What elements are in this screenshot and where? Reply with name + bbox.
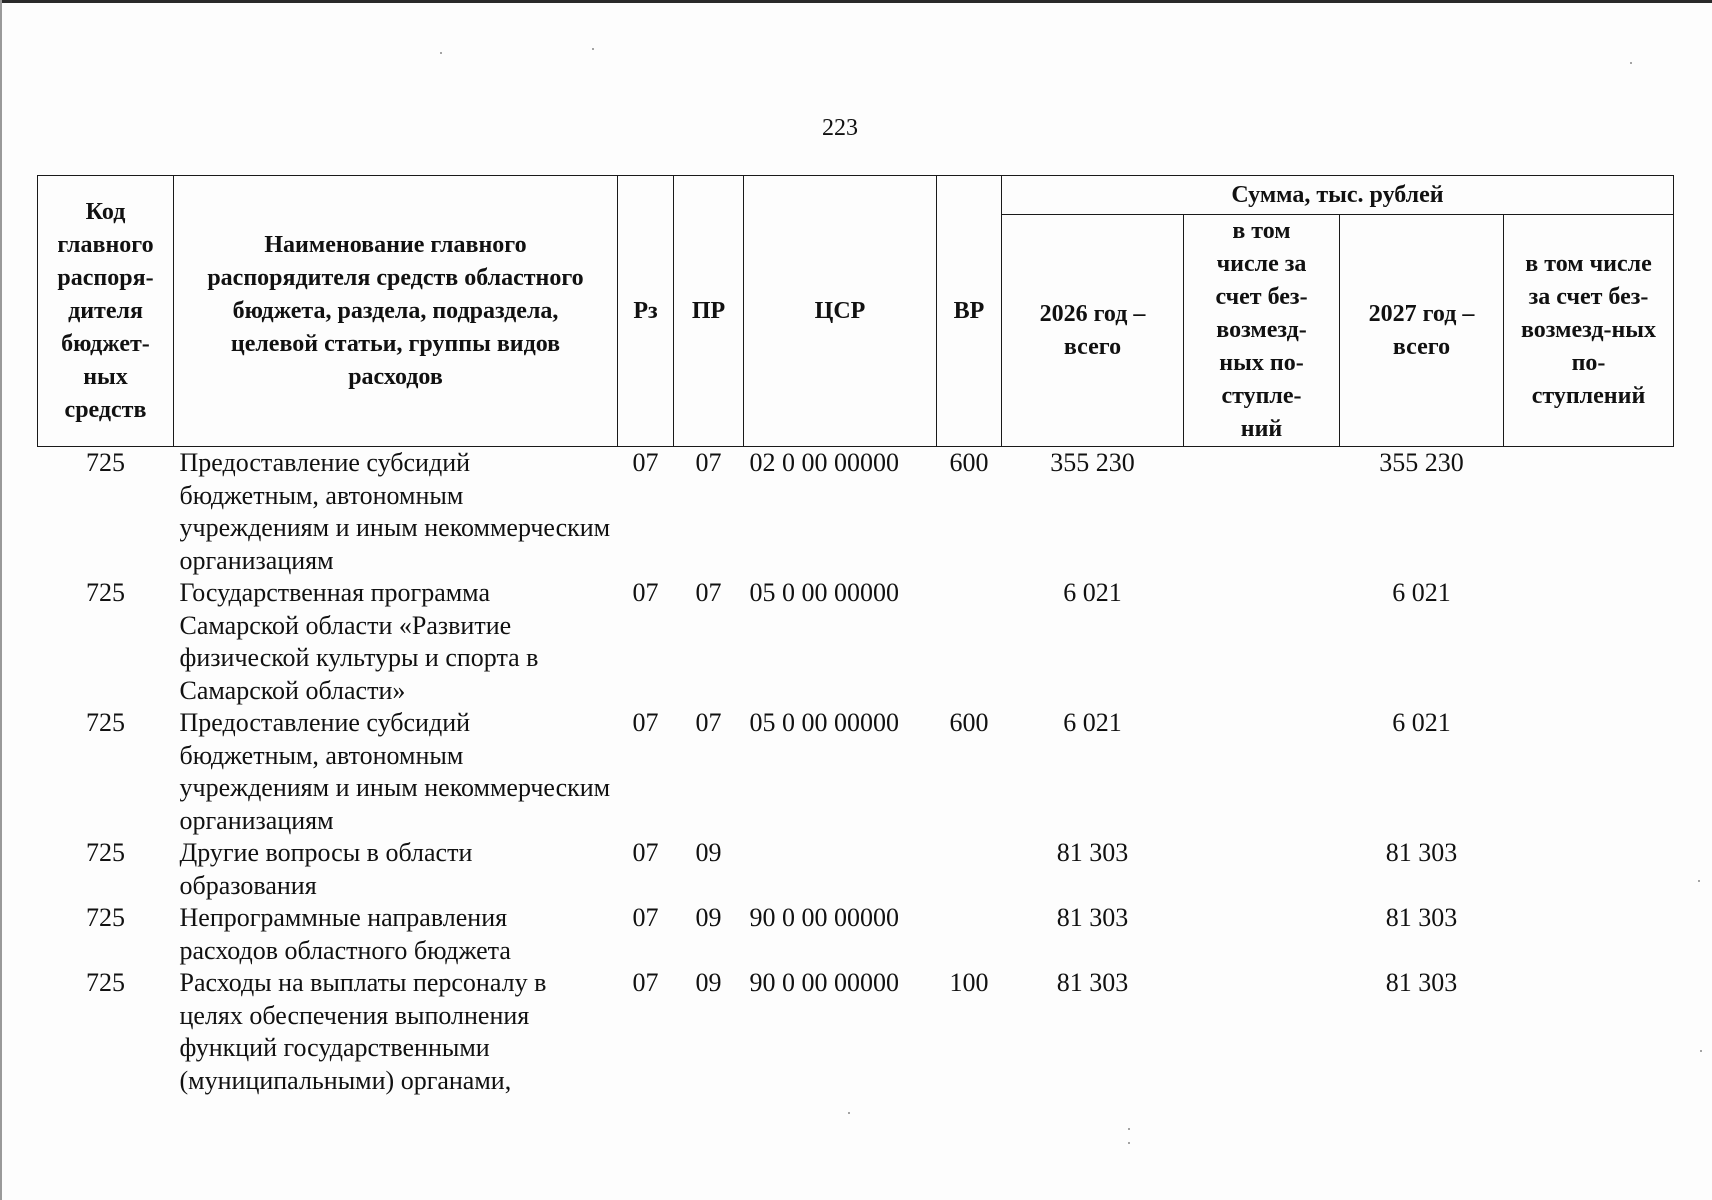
cell-code: 725: [86, 708, 125, 737]
cell-csr: 90 0 00 00000: [749, 903, 899, 932]
cell-csr: 02 0 00 00000: [749, 448, 899, 477]
cell-2027-gratuitous: [1504, 707, 1674, 837]
cell-rz: 07: [632, 708, 659, 737]
cell-code: 725: [86, 968, 125, 997]
cell-code: 725: [86, 903, 125, 932]
cell-name: Предоставление субсидий бюджетным, автономным учреждениям и иным некоммерческим организациям: [179, 448, 611, 575]
cell-2026-total: 355 230: [1050, 448, 1135, 477]
cell-2026-gratuitous: [1184, 902, 1340, 967]
header-rz: Рз: [618, 176, 674, 447]
cell-pr: 07: [695, 448, 722, 477]
cell-code: 725: [86, 578, 125, 607]
cell-2026-gratuitous: [1184, 837, 1340, 902]
header-vr: ВР: [937, 176, 1002, 447]
header-name: Наименование главного распорядителя средств областного бюджета, раздела, подраздела, целевой статьи, группы видов расходов: [174, 176, 618, 447]
cell-rz: 07: [632, 903, 659, 932]
scan-speck: [1128, 1128, 1130, 1130]
cell-2026-total: 81 303: [1056, 903, 1129, 932]
cell-code: 725: [86, 448, 125, 477]
cell-2027-gratuitous: [1504, 447, 1674, 578]
table-row: [38, 707, 1674, 837]
cell-2027-gratuitous: [1504, 902, 1674, 967]
cell-vr: 600: [949, 448, 989, 477]
cell-vr: [937, 577, 1002, 707]
header-2027-gratuitous: в том числе за счет без-возмезд-ных по-ступлений: [1504, 215, 1674, 447]
cell-pr: 07: [695, 578, 722, 607]
cell-code: 725: [86, 838, 125, 867]
cell-2026-gratuitous: [1184, 577, 1340, 707]
scan-speck: [848, 1112, 850, 1114]
cell-2027-total: 81 303: [1385, 968, 1458, 997]
cell-name: Расходы на выплаты персоналу в целях обеспечения выполнения функций государственными (муниципальными) органами,: [179, 968, 547, 1095]
scan-speck: [1128, 1142, 1130, 1144]
cell-2027-total: 81 303: [1385, 903, 1458, 932]
cell-2027-gratuitous: [1504, 577, 1674, 707]
cell-2027-total: 6 021: [1392, 578, 1451, 607]
cell-csr: 05 0 00 00000: [749, 578, 899, 607]
cell-rz: 07: [632, 448, 659, 477]
cell-csr: 05 0 00 00000: [749, 708, 899, 737]
cell-rz: 07: [632, 838, 659, 867]
cell-2027-total: 6 021: [1392, 708, 1451, 737]
scan-speck: [1698, 880, 1700, 882]
header-2026-gratuitous: в том числе за счет без-возмезд-ных по-ступле-ний: [1184, 215, 1340, 447]
cell-2026-gratuitous: [1184, 967, 1340, 1097]
cell-pr: 09: [695, 968, 722, 997]
table-body: [38, 447, 1674, 1098]
scan-left-edge: [0, 0, 2, 1200]
header-code: Код главного распоря-дителя бюджет-ных средств: [38, 176, 174, 447]
cell-vr: [937, 837, 1002, 902]
cell-vr: 600: [949, 708, 989, 737]
header-sum-group: Сумма, тыс. рублей: [1002, 176, 1674, 215]
page-number: 223: [822, 115, 858, 141]
cell-vr: [937, 902, 1002, 967]
scan-speck: [1700, 1050, 1702, 1052]
table-row: [38, 447, 1674, 578]
budget-table: [37, 175, 1674, 1097]
cell-rz: 07: [632, 578, 659, 607]
cell-vr: 100: [949, 968, 989, 997]
header-2027-total: 2027 год – всего: [1340, 215, 1504, 447]
cell-name: Непрограммные направления расходов областного бюджета: [179, 903, 511, 965]
cell-2026-total: 81 303: [1056, 968, 1129, 997]
header-pr: ПР: [674, 176, 744, 447]
cell-2027-gratuitous: [1504, 967, 1674, 1097]
cell-pr: 09: [695, 903, 722, 932]
scan-speck: [440, 52, 442, 54]
cell-2026-total: 6 021: [1063, 708, 1122, 737]
table-row: [38, 577, 1674, 707]
scan-speck: [1630, 62, 1632, 64]
cell-name: Государственная программа Самарской области «Развитие физической культуры и спорта в Самарской области»: [179, 578, 539, 705]
cell-csr: [744, 837, 937, 902]
cell-pr: 09: [695, 838, 722, 867]
header-csr: ЦСР: [744, 176, 937, 447]
cell-2026-gratuitous: [1184, 707, 1340, 837]
cell-2027-total: 81 303: [1385, 838, 1458, 867]
cell-name: Предоставление субсидий бюджетным, автономным учреждениям и иным некоммерческим организациям: [179, 708, 611, 835]
header-2026-total: 2026 год – всего: [1002, 215, 1184, 447]
table-row: [38, 967, 1674, 1097]
table-row: [38, 837, 1674, 902]
table-header: [38, 176, 1674, 447]
cell-pr: 07: [695, 708, 722, 737]
cell-2026-total: 81 303: [1056, 838, 1129, 867]
table-row: [38, 902, 1674, 967]
scan-speck: [592, 48, 594, 50]
cell-name: Другие вопросы в области образования: [179, 838, 473, 900]
cell-2026-total: 6 021: [1063, 578, 1122, 607]
scan-top-edge: [0, 0, 1712, 3]
cell-csr: 90 0 00 00000: [749, 968, 899, 997]
cell-2027-gratuitous: [1504, 837, 1674, 902]
cell-rz: 07: [632, 968, 659, 997]
cell-2026-gratuitous: [1184, 447, 1340, 578]
cell-2027-total: 355 230: [1379, 448, 1464, 477]
